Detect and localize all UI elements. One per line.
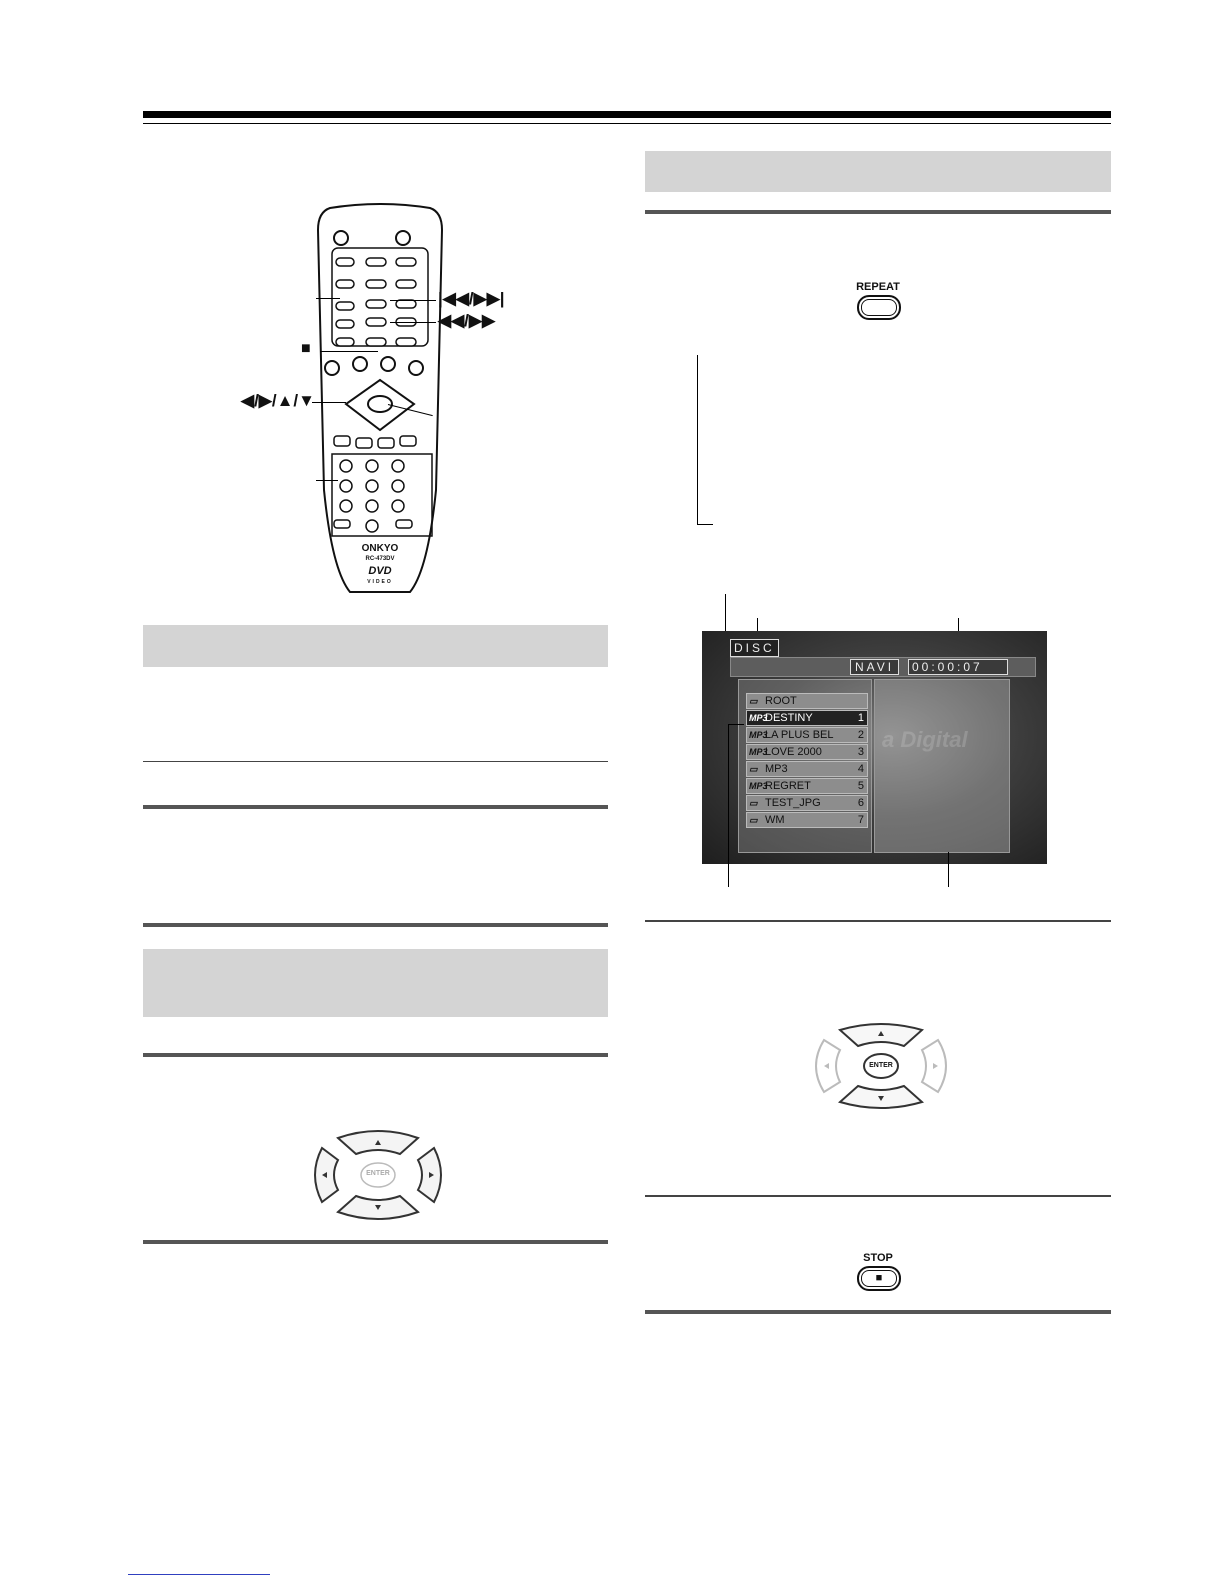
stop-button-label: STOP: [863, 1252, 893, 1264]
left-section-header-2: [143, 949, 608, 1017]
right-step-rule-1: [645, 210, 1111, 214]
screen-watermark: a Digital: [882, 727, 968, 752]
left-pad-enter-label: ENTER: [366, 1170, 390, 1177]
mp3-icon: MP3: [749, 730, 768, 740]
header-rule-thick: [143, 111, 1111, 118]
remote-model-label: RC-473DV: [365, 556, 395, 562]
folder-icon: ▭: [749, 696, 758, 706]
callout-leader-arrows: [312, 402, 346, 403]
screen-disc-label: DISC: [730, 639, 779, 657]
callout-search: ◀◀/▶▶: [438, 311, 496, 330]
remote-dvd-logo-sub: VIDEO: [367, 579, 393, 585]
right-pad-enter-label: ENTER: [869, 1062, 893, 1069]
right-section-header: [645, 151, 1111, 192]
leader-preview: [948, 852, 949, 887]
bracket-vertical: [697, 355, 698, 525]
right-step-rule-4: [645, 1310, 1111, 1314]
file-row-love-2000[interactable]: MP3LOVE 2000 3: [746, 744, 868, 760]
folder-icon: ▭: [749, 764, 758, 774]
callout-stop-symbol: ■: [301, 340, 311, 357]
remote-control-illustration: [310, 200, 450, 600]
left-step-rule-3: [143, 1053, 608, 1057]
file-row-root[interactable]: ▭ ROOT: [746, 693, 868, 709]
screen-preview-panel: [874, 679, 1010, 853]
leader-mp3-bottom-h: [728, 724, 744, 725]
file-row-mp3[interactable]: ▭ MP3 4: [746, 761, 868, 777]
file-row-la-plus-bel[interactable]: MP3LA PLUS BEL 2: [746, 727, 868, 743]
file-row-destiny[interactable]: MP3DESTINY 1: [746, 710, 868, 726]
screen-time-counter: 00:00:07: [908, 659, 1008, 675]
file-row-wm[interactable]: ▭ WM 7: [746, 812, 868, 828]
left-divider-thin: [143, 761, 608, 762]
screen-nav-label: NAVI: [850, 659, 899, 675]
repeat-button[interactable]: [857, 295, 901, 320]
on-screen-display: [702, 631, 1047, 864]
stop-icon: ■: [875, 1272, 883, 1284]
callout-leader-stop: [320, 351, 378, 352]
callout-skip: |◀◀/▶▶|: [438, 289, 505, 308]
repeat-button-label: REPEAT: [856, 281, 900, 293]
left-step-rule-2: [143, 923, 608, 927]
callout-leader-search: [390, 322, 436, 323]
remote-dvd-logo: DVD: [368, 565, 392, 577]
right-step-rule-3: [645, 1195, 1111, 1197]
mp3-icon: MP3: [749, 713, 768, 723]
leader-mp3-bottom: [728, 724, 729, 887]
left-section-header-1: [143, 625, 608, 667]
file-row-regret[interactable]: MP3REGRET 5: [746, 778, 868, 794]
callout-arrows: ◀/▶/▲/▼: [241, 391, 315, 410]
header-rule-thin: [143, 123, 1111, 124]
file-row-test-jpg[interactable]: ▭ TEST_JPG 6: [746, 795, 868, 811]
left-step-rule-4: [143, 1240, 608, 1244]
callout-leader-numeric: [316, 480, 338, 481]
callout-leader-repeat: [316, 298, 340, 299]
footer-rule: [128, 1574, 270, 1575]
right-step-rule-2: [645, 920, 1111, 922]
remote-brand-label: ONKYO: [361, 543, 399, 554]
callout-leader-skip: [390, 300, 436, 301]
left-step-rule-1: [143, 805, 608, 809]
mp3-icon: MP3: [749, 747, 768, 757]
bracket-bottom: [697, 524, 713, 525]
folder-icon: ▭: [749, 798, 758, 808]
stop-button[interactable]: [857, 1266, 901, 1291]
mp3-icon: MP3: [749, 781, 768, 791]
folder-icon: ▭: [749, 815, 758, 825]
